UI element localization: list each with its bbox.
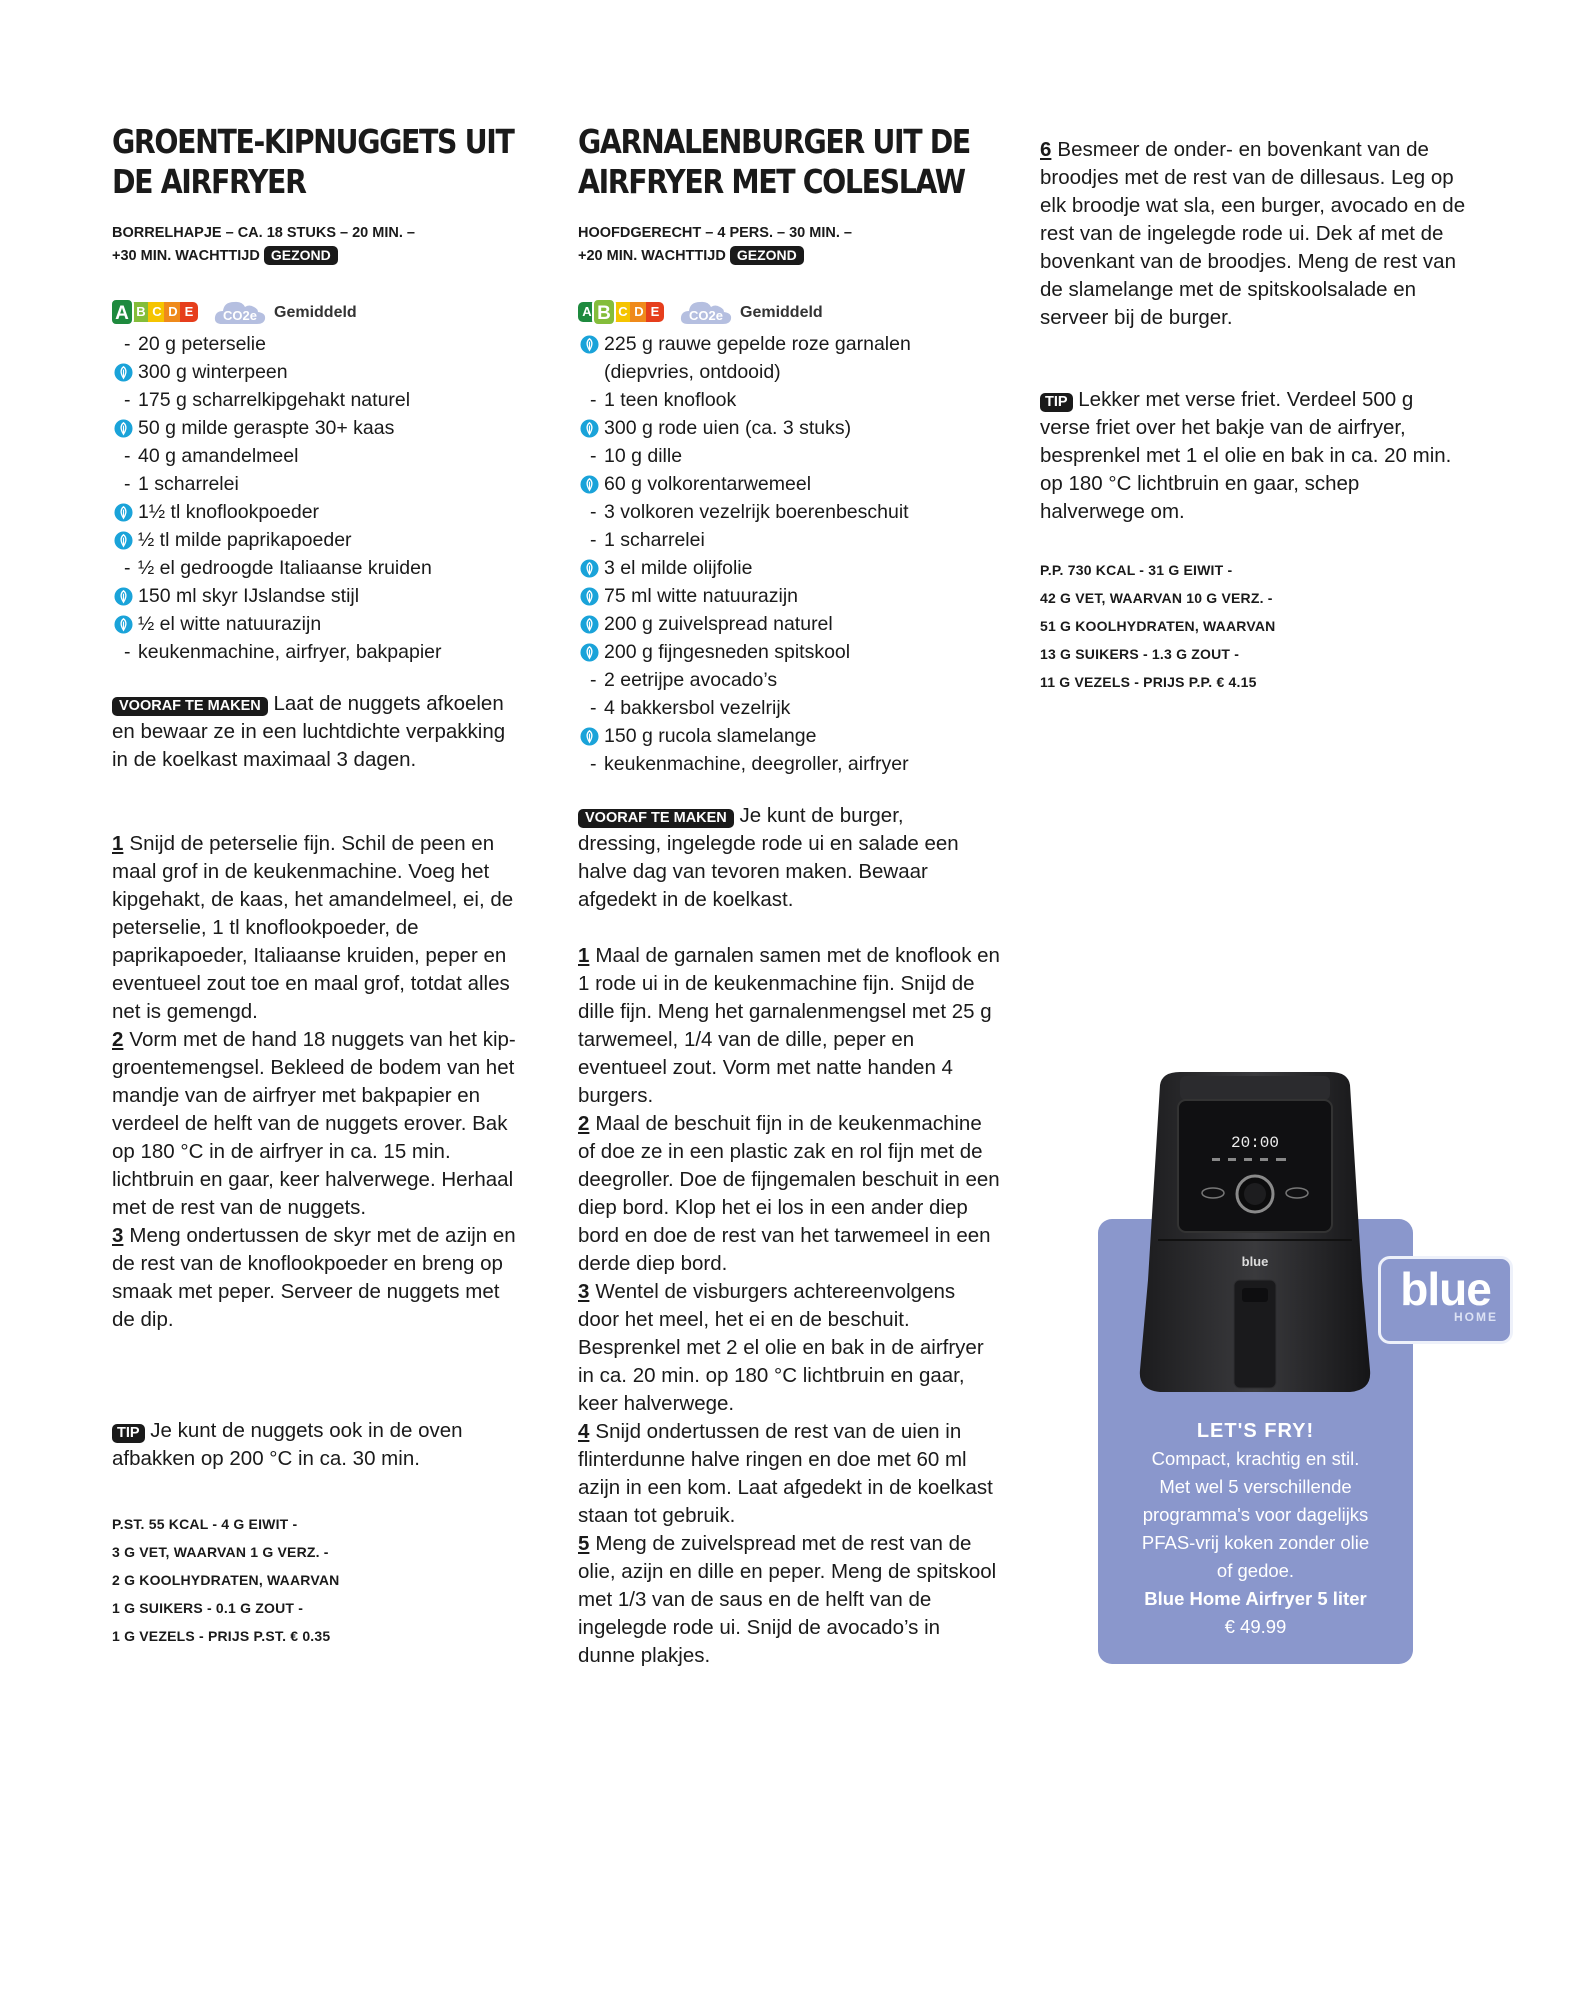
list-dash: - xyxy=(590,669,597,691)
recipe-1-ingredients xyxy=(114,330,442,666)
ingredient-item xyxy=(114,554,442,582)
list-dash: - xyxy=(124,389,131,411)
ingredient-item xyxy=(114,414,442,442)
nutrition-line: 42 G VET, WAARVAN 10 G VERZ. - xyxy=(1040,590,1273,606)
list-dash: - xyxy=(124,445,131,467)
nutri-score-icon xyxy=(112,298,196,326)
ingredient-item xyxy=(114,386,442,414)
step-text: Snijd de peterselie fijn. Schil de peen en maal grof in de keukenmachine. Voeg het kipgehakt, de kaas, het amandelmeel, ei, de peterselie, 1 tl knoflookpoeder, de paprikapoeder, Italiaanse kruiden, peper en eventueel zout toe en maal grof, totdat alles net is gemengd. xyxy=(112,832,514,1023)
step-text: Maal de beschuit fijn in de keukenmachine of doe ze in een plastic zak en rol fijn met de deegroller. Doe de fijngemalen beschuit in een diep bord. Klop het ei los in een ander diep bord en doe de rest van het tarwemeel in een derde diep bord. xyxy=(578,1112,1000,1275)
ingredient-text: 1½ tl knoflookpoeder xyxy=(138,501,320,523)
step-number: 2 xyxy=(112,1028,124,1051)
nutri-score-icon xyxy=(578,298,662,326)
healthy-badge: GEZOND xyxy=(264,246,338,265)
co2-rating: Gemiddeld xyxy=(740,304,823,321)
nutrition-line: 11 G VEZELS - PRIJS P.P. € 4.15 xyxy=(1040,674,1257,690)
ingredient-item xyxy=(580,498,911,526)
step-number: 3 xyxy=(112,1224,124,1247)
step-paragraph xyxy=(112,1026,517,1222)
step-number: 1 xyxy=(112,832,124,855)
step-text: Maal de garnalen samen met de knoflook en 1 rode ui in de keukenmachine fijn. Snijd de dille fijn. Meng het garnalenmengsel met 25 g tarwemeel, 1/4 van de dille, peper en eventueel zout. Vorm met natte handen 4 burgers. xyxy=(578,944,1000,1107)
nutri-score-letter: E xyxy=(646,302,664,322)
nutri-score-letter: E xyxy=(180,302,198,322)
step-number: 1 xyxy=(578,944,590,967)
nutri-score-letter: B xyxy=(592,298,616,326)
ingredient-text: 200 g zuivelspread naturel xyxy=(604,613,833,635)
ingredient-item xyxy=(580,610,911,638)
ingredient-item xyxy=(114,638,442,666)
step-paragraph xyxy=(112,1222,517,1334)
ingredient-item xyxy=(580,526,911,554)
leaf-icon xyxy=(580,475,599,494)
ingredient-item xyxy=(114,526,442,554)
ingredient-item xyxy=(114,358,442,386)
step-number: 4 xyxy=(578,1420,590,1443)
promo-body-4: PFAS-vrij koken zonder olie xyxy=(1141,1532,1370,1553)
step-text: Vorm met de hand 18 nuggets van het kip-groentemengsel. Bekleed de bodem van het mandje van de airfryer met bakpapier en verdeel de helft van de nuggets erover. Bak op 180 °C in de airfryer in ca. 15 min. lichtbruin en gaar, keer halverwege. Herhaal met de rest van de nuggets. xyxy=(112,1028,516,1219)
recipe-1-meta-line2: +30 MIN. WACHTTIJD xyxy=(112,248,260,264)
ingredient-item xyxy=(114,610,442,638)
nutri-score-letter: D xyxy=(164,302,182,322)
nutrition-line: 13 G SUIKERS - 1.3 G ZOUT - xyxy=(1040,646,1240,662)
nutrition-line: 2 G KOOLHYDRATEN, WAARVAN xyxy=(112,1572,340,1588)
promo-text xyxy=(1098,1417,1413,1641)
ingredient-text: 3 el milde olijfolie xyxy=(604,557,753,579)
recipe-2-tip xyxy=(1040,386,1460,526)
ingredient-item xyxy=(580,582,911,610)
step-text: Wentel de visburgers achtereenvolgens door het meel, het ei en de beschuit. Besprenkel met 2 el olie en bak in de airfryer in ca. 20 min. op 180 °C lichtbruin en gaar, keer halverwege. xyxy=(578,1280,984,1415)
leaf-icon xyxy=(114,615,133,634)
leaf-icon xyxy=(114,531,133,550)
promo-body-1: Compact, krachtig en stil. xyxy=(1151,1448,1360,1469)
leaf-icon xyxy=(114,503,133,522)
prep-text: Je kunt de burger, dressing, ingelegde rode ui en salade een halve dag van tevoren maken. Bewaar afgedekt in de koelkast. xyxy=(578,804,959,911)
ingredient-text: ½ el gedroogde Italiaanse kruiden xyxy=(138,557,432,579)
co2-label: CO2e xyxy=(223,308,257,323)
ingredient-text: 10 g dille xyxy=(604,445,683,467)
ingredient-item xyxy=(580,750,911,778)
list-dash: - xyxy=(124,333,131,355)
leaf-icon xyxy=(580,419,599,438)
recipe-1-tip xyxy=(112,1417,512,1473)
ingredient-item xyxy=(580,722,911,750)
ingredient-item xyxy=(580,414,911,442)
fryer-brand: blue xyxy=(1241,1254,1269,1269)
step-number: 6 xyxy=(1040,138,1052,161)
ingredient-item xyxy=(580,330,911,358)
ingredient-text: 225 g rauwe gepelde roze garnalen xyxy=(604,333,911,355)
nutri-score-letter: A xyxy=(578,302,596,322)
step-text: Snijd ondertussen de rest van de uien in flinterdunne halve ringen en doe met 60 ml azijn in een kom. Laat afgedekt in de koelkast staan tot gebruik. xyxy=(578,1420,993,1527)
nutrition-line: 3 G VET, WAARVAN 1 G VERZ. - xyxy=(112,1544,329,1560)
list-dash: - xyxy=(590,529,597,551)
ingredient-text: 4 bakkersbol vezelrijk xyxy=(604,697,791,719)
tip-text: Lekker met verse friet. Verdeel 500 g verse friet over het bakje van de airfryer, besprenkel met 1 el olie en bak in ca. 20 min. op 180 °C lichtbruin en gaar, schep halverwege om. xyxy=(1040,388,1452,523)
prep-text: Laat de nuggets afkoelen en bewaar ze in een luchtdichte verpakking in de koelkast maximaal 3 dagen. xyxy=(112,692,506,771)
recipe-2-scores xyxy=(578,296,878,330)
ingredient-text: ½ el witte natuurazijn xyxy=(138,613,322,635)
list-dash: - xyxy=(124,641,131,663)
nutri-score-letter: B xyxy=(132,302,150,322)
recipe-1-nutrition xyxy=(112,1510,339,1650)
recipe-2-prep xyxy=(578,802,983,914)
logo-main-text: blue xyxy=(1400,1263,1491,1315)
step-paragraph xyxy=(578,1278,1000,1418)
step-text: Meng ondertussen de skyr met de azijn en de rest van de knoflookpoeder en breng op smaak met peper. Serveer de nuggets met de dip. xyxy=(112,1224,516,1331)
ingredient-text: ½ tl milde paprikapoeder xyxy=(138,529,352,551)
ingredient-text: 60 g volkorentarwemeel xyxy=(604,473,812,495)
ingredient-text: keukenmachine, deegroller, airfryer xyxy=(604,753,909,775)
list-dash: - xyxy=(590,389,597,411)
ingredient-item xyxy=(114,330,442,358)
ingredient-item xyxy=(580,386,911,414)
list-dash: - xyxy=(590,501,597,523)
leaf-icon xyxy=(580,615,599,634)
prep-badge: VOORAF TE MAKEN xyxy=(578,809,734,828)
ingredient-text: 50 g milde geraspte 30+ kaas xyxy=(138,417,395,439)
leaf-icon xyxy=(580,727,599,746)
airfryer-image xyxy=(1130,1070,1380,1400)
ingredient-item xyxy=(114,470,442,498)
nutrition-line: 51 G KOOLHYDRATEN, WAARVAN xyxy=(1040,618,1276,634)
step-paragraph xyxy=(578,1418,1000,1530)
blue-home-logo xyxy=(1378,1256,1513,1344)
ingredient-text: 1 scharrelei xyxy=(138,473,239,495)
list-dash: - xyxy=(124,557,131,579)
leaf-icon xyxy=(580,559,599,578)
ingredient-text: 1 teen knoflook xyxy=(604,389,737,411)
list-dash: - xyxy=(590,697,597,719)
list-dash: - xyxy=(590,753,597,775)
prep-badge: VOORAF TE MAKEN xyxy=(112,697,268,716)
ingredient-text: 3 volkoren vezelrijk boerenbeschuit xyxy=(604,501,909,523)
ingredient-item xyxy=(114,498,442,526)
step-number: 2 xyxy=(578,1112,590,1135)
tip-text: Je kunt de nuggets ook in de oven afbakken op 200 °C in ca. 30 min. xyxy=(112,1419,463,1470)
nutrition-line: 1 G SUIKERS - 0.1 G ZOUT - xyxy=(112,1600,304,1616)
step-paragraph xyxy=(578,1110,1000,1278)
nutri-score-letter: C xyxy=(148,302,166,322)
step-text: Meng de zuivelspread met de rest van de olie, azijn en dille en peper. Meng de spitskool met 1/3 van de saus en de helft van de ingelegde rode ui. Snijd de avocado’s in dunne plakjes. xyxy=(578,1532,997,1667)
recipe-2-title: GARNALENBURGER UIT DE AIRFRYER MET COLESLAW xyxy=(578,122,970,201)
step-number: 3 xyxy=(578,1280,590,1303)
recipe-1-meta-line1: BORRELHAPJE – CA. 18 STUKS – 20 MIN. – xyxy=(112,225,415,241)
co2-cloud-icon xyxy=(212,298,268,326)
step-number: 5 xyxy=(578,1532,590,1555)
promo-headline: LET'S FRY! xyxy=(1196,1420,1315,1442)
ingredient-text: 150 g rucola slamelange xyxy=(604,725,817,747)
ingredient-text: keukenmachine, airfryer, bakpapier xyxy=(138,641,442,663)
leaf-icon xyxy=(114,587,133,606)
step-paragraph xyxy=(112,830,517,1026)
nutri-score-letter: A xyxy=(110,298,134,326)
fryer-display-time: 20:00 xyxy=(1230,1134,1280,1152)
ingredient-item xyxy=(580,666,911,694)
recipe-2-meta-line2: +20 MIN. WACHTTIJD xyxy=(578,248,726,264)
healthy-badge: GEZOND xyxy=(730,246,804,265)
list-dash: - xyxy=(590,445,597,467)
ingredient-item xyxy=(580,694,911,722)
ingredient-text: 1 scharrelei xyxy=(604,529,705,551)
step-paragraph xyxy=(578,1530,1000,1670)
co2-rating: Gemiddeld xyxy=(274,304,357,321)
promo-body-2: Met wel 5 verschillende xyxy=(1159,1476,1352,1497)
tip-badge: TIP xyxy=(112,1424,145,1443)
ingredient-text: 300 g rode uien (ca. 3 stuks) xyxy=(604,417,852,439)
recipe-1-prep xyxy=(112,690,512,774)
recipe-1-meta xyxy=(112,222,512,268)
ingredient-text: 75 ml witte natuurazijn xyxy=(604,585,799,607)
nutrition-line: P.ST. 55 KCAL - 4 G EIWIT - xyxy=(112,1516,298,1532)
ingredient-text: 200 g fijngesneden spitskool xyxy=(604,641,851,663)
nutrition-line: 1 G VEZELS - PRIJS P.ST. € 0.35 xyxy=(112,1628,331,1644)
step-text: Besmeer de onder- en bovenkant van de broodjes met de rest van de dillesaus. Leg op elk broodje wat sla, een burger, avocado en de rest van de ingelegde rode ui. Dek af met de bovenkant van de broodjes. Meng de rest van de slamelange met de spitskoolsalade en serveer bij de burger. xyxy=(1040,138,1466,329)
recipe-2-meta xyxy=(578,222,978,268)
ingredient-item xyxy=(114,442,442,470)
promo-body-5: of gedoe. xyxy=(1216,1560,1295,1581)
nutri-score-letter: D xyxy=(630,302,648,322)
recipe-1-steps xyxy=(112,830,517,1334)
promo-product-name: Blue Home Airfryer 5 liter xyxy=(1144,1588,1367,1609)
co2-label: CO2e xyxy=(689,308,723,323)
tip-badge: TIP xyxy=(1040,393,1073,412)
recipe-2-meta-line1: HOOFDGERECHT – 4 PERS. – 30 MIN. – xyxy=(578,225,852,241)
logo-sub-text: HOME xyxy=(1454,1310,1498,1324)
nutrition-line: P.P. 730 KCAL - 31 G EIWIT - xyxy=(1040,562,1233,578)
list-dash: - xyxy=(124,473,131,495)
recipe-2-step-6 xyxy=(1040,136,1480,332)
step-paragraph xyxy=(1040,136,1480,332)
co2-cloud-icon xyxy=(678,298,734,326)
ingredient-item xyxy=(580,470,911,498)
recipe-2-nutrition xyxy=(1040,556,1275,696)
leaf-icon xyxy=(114,419,133,438)
recipe-1-scores xyxy=(112,296,412,330)
leaf-icon xyxy=(114,363,133,382)
recipe-2-ingredients xyxy=(580,330,911,778)
promo-price: € 49.99 xyxy=(1224,1616,1287,1637)
ingredient-text: (diepvries, ontdooid) xyxy=(604,361,781,383)
recipe-1-title: GROENTE-KIPNUGGETS UIT DE AIRFRYER xyxy=(112,122,514,201)
ingredient-text: 300 g winterpeen xyxy=(138,361,288,383)
ingredient-text: 40 g amandelmeel xyxy=(138,445,299,467)
ingredient-item xyxy=(580,638,911,666)
ingredient-item xyxy=(580,358,911,386)
ingredient-item xyxy=(580,442,911,470)
ingredient-text: 20 g peterselie xyxy=(138,333,266,355)
ingredient-text: 175 g scharrelkipgehakt naturel xyxy=(138,389,411,411)
ingredient-item xyxy=(114,582,442,610)
nutri-score-letter: C xyxy=(614,302,632,322)
promo-body-3: programma's voor dagelijks xyxy=(1142,1504,1369,1525)
leaf-icon xyxy=(580,643,599,662)
ingredient-text: 150 ml skyr IJslandse stijl xyxy=(138,585,360,607)
ingredient-item xyxy=(580,554,911,582)
leaf-icon xyxy=(580,587,599,606)
recipe-2-steps xyxy=(578,942,1000,1670)
step-paragraph xyxy=(578,942,1000,1110)
ingredient-text: 2 eetrijpe avocado’s xyxy=(604,669,778,691)
leaf-icon xyxy=(580,335,599,354)
